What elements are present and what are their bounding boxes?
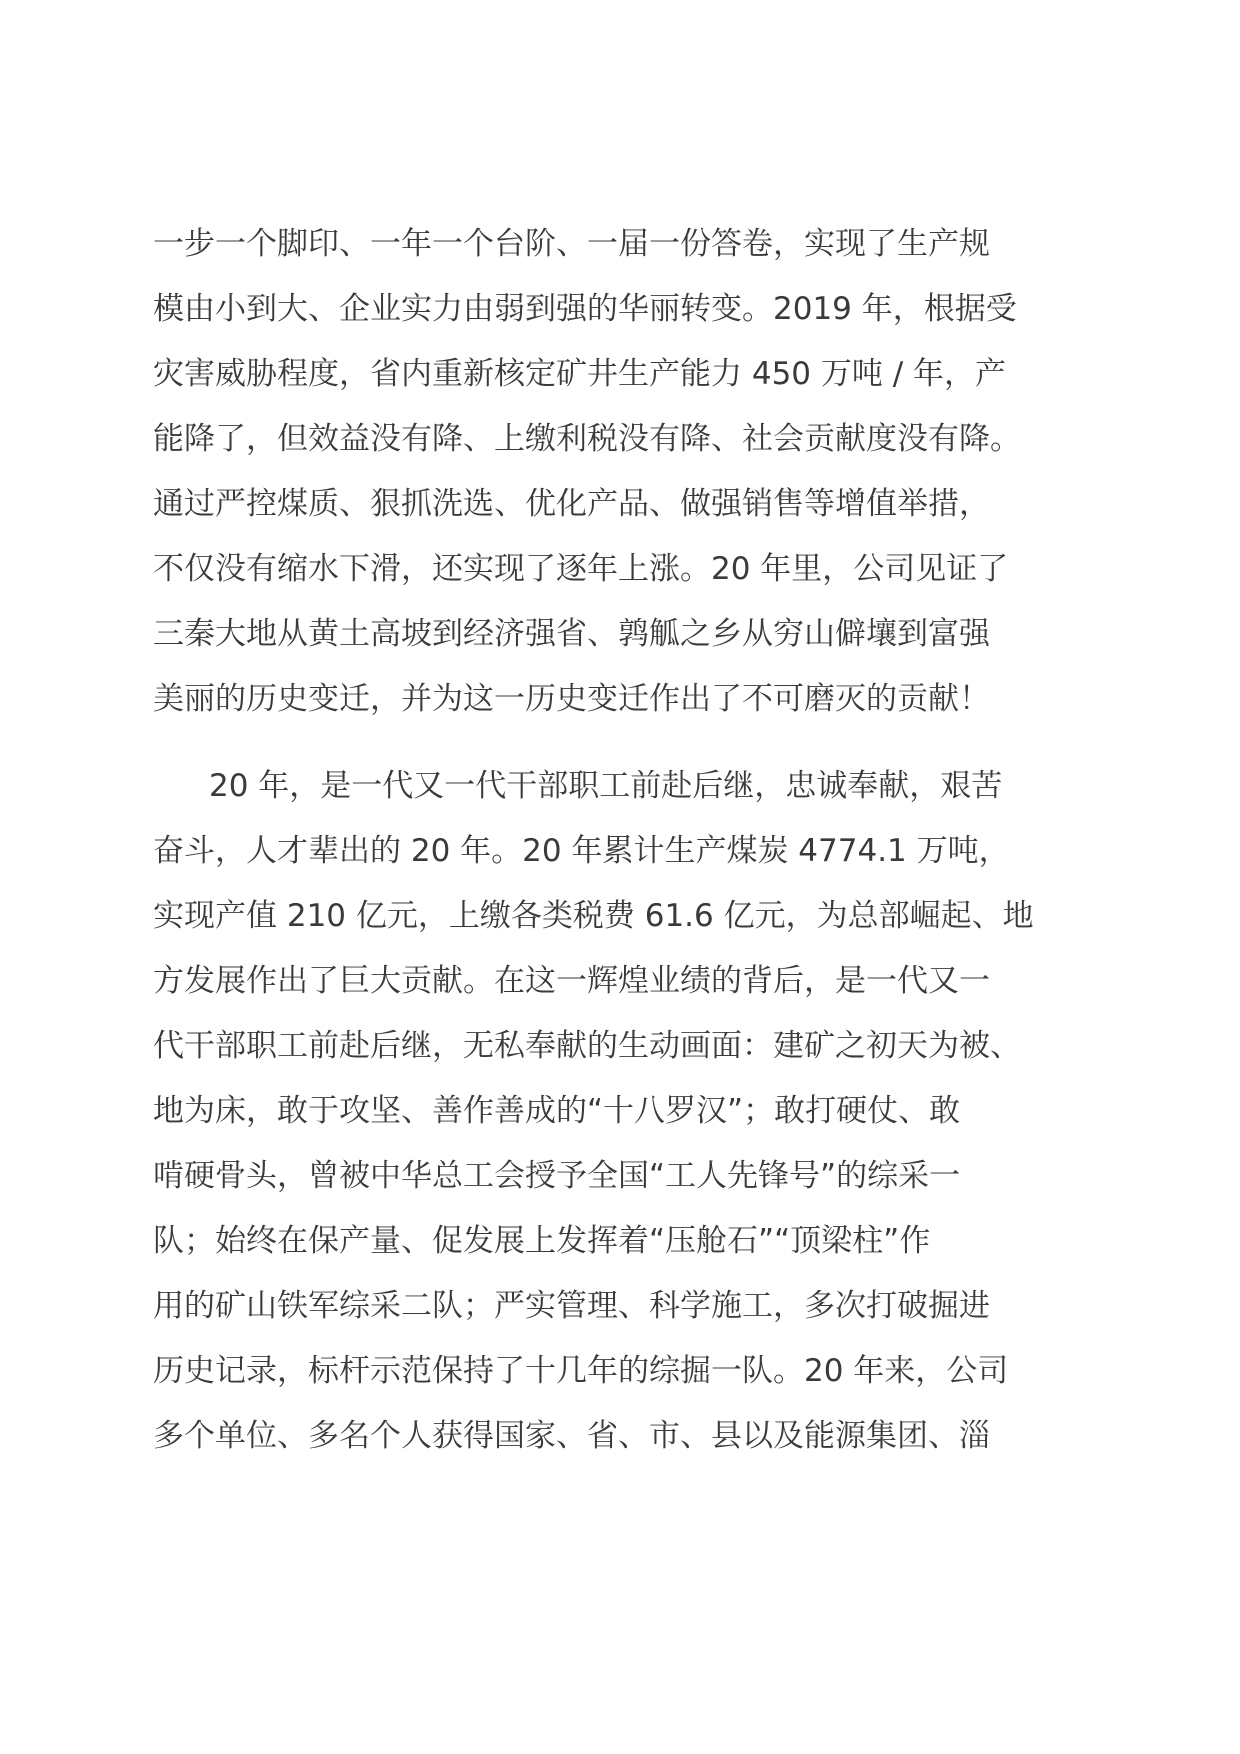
text-line: 方发展作出了巨大贡献。在这一辉煌业绩的背后，是一代又一 — [153, 963, 990, 999]
text-line: 队；始终在保产量、促发展上发挥着“压舱石”“顶梁柱”作 — [153, 1223, 931, 1259]
text-line: 代干部职工前赴后继，无私奉献的生动画面：建矿之初天为被、 — [153, 1028, 1021, 1064]
text-line: 历史记录，标杆示范保持了十几年的综掘一队。20 年来，公司 — [153, 1353, 1009, 1389]
text-line: 一步一个脚印、一年一个台阶、一届一份答卷，实现了生产规 — [153, 226, 990, 262]
text-line: 灾害威胁程度，省内重新核定矿井生产能力 450 万吨 / 年，产 — [153, 356, 1007, 392]
text-line: 实现产值 210 亿元，上缴各类税费 61.6 亿元，为总部崛起、地 — [153, 898, 1034, 934]
text-line: 通过严控煤质、狠抓洗选、优化产品、做强销售等增值举措， — [153, 486, 990, 522]
text-line: 模由小到大、企业实力由弱到强的华丽转变。2019 年，根据受 — [153, 291, 1017, 327]
paragraph-spacer — [153, 732, 1093, 754]
text-line: 能降了，但效益没有降、上缴利税没有降、社会贡献度没有降。 — [153, 421, 1021, 457]
text-line: 三秦大地从黄土高坡到经济强省、鹑觚之乡从穷山僻壤到富强 — [153, 616, 990, 652]
text-line: 美丽的历史变迁，并为这一历史变迁作出了不可磨灭的贡献！ — [153, 681, 990, 717]
body-text — [153, 212, 1093, 1469]
text-line: 奋斗，人才辈出的 20 年。20 年累计生产煤炭 4774.1 万吨， — [153, 833, 1010, 869]
text-line: 啃硬骨头，曾被中华总工会授予全国“工人先锋号”的综采一 — [153, 1158, 961, 1194]
text-line: 多个单位、多名个人获得国家、省、市、县以及能源集团、淄 — [153, 1418, 990, 1454]
text-line: 用的矿山铁军综采二队；严实管理、科学施工，多次打破掘进 — [153, 1288, 990, 1324]
text-line: 地为床，敢于攻坚、善作善成的“十八罗汉”；敢打硬仗、敢 — [153, 1093, 961, 1129]
paragraph-2 — [153, 754, 1093, 1469]
text-line-indented: 20 年，是一代又一代干部职工前赴后继，忠诚奉献，艰苦 — [209, 768, 1003, 804]
text-line: 不仅没有缩水下滑，还实现了逐年上涨。20 年里，公司见证了 — [153, 551, 1009, 587]
paragraph-1 — [153, 212, 1093, 732]
